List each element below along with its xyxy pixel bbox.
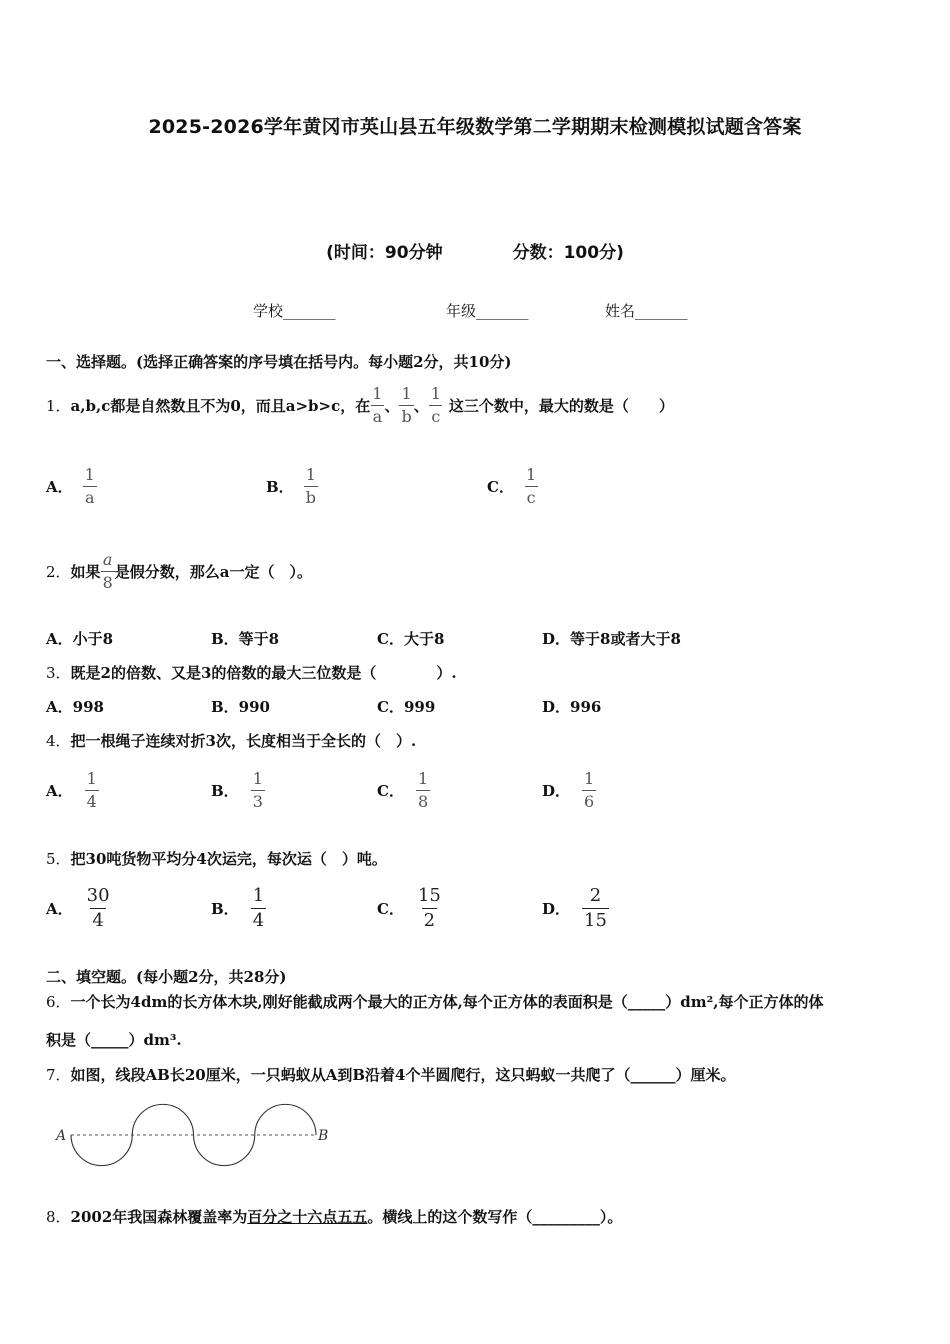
question-8 xyxy=(46,1206,622,1227)
option-d[interactable]: D．等于8或者大于8 xyxy=(542,630,681,648)
question-text: 把30吨货物平均分4次运完，每次运（ ）吨。 xyxy=(70,850,387,868)
option-label: A． xyxy=(46,781,73,800)
option-label: C． xyxy=(487,477,514,496)
fraction: $\frac{2}{15}$ xyxy=(584,884,607,931)
option-b[interactable] xyxy=(211,880,266,936)
option-a[interactable] xyxy=(46,762,99,818)
separator: 、 xyxy=(384,396,400,415)
question-5 xyxy=(46,848,387,869)
fraction: $\frac{1}{6}$ xyxy=(584,768,595,811)
option-d[interactable] xyxy=(542,762,596,818)
option-label: C． xyxy=(377,781,404,800)
section-heading: 一、选择题。(选择正确答案的序号填在括号内。每小题2分，共10分) xyxy=(46,353,512,371)
name-field: 姓名_______ xyxy=(605,302,688,320)
option-label: A． xyxy=(46,477,73,496)
option-label: B． xyxy=(211,781,239,800)
fraction: $\frac{1}{a}$ xyxy=(372,383,383,426)
option-d[interactable]: D．996 xyxy=(542,698,602,716)
option-b[interactable]: B．990 xyxy=(211,698,270,716)
option-label: B． xyxy=(266,477,294,496)
fraction: $\frac{1}{b}$ xyxy=(401,383,412,426)
fraction: $\frac{1}{c}$ xyxy=(525,464,537,507)
fraction: $\frac{1}{8}$ xyxy=(417,768,429,811)
question-6-cont: 积是（_____）dm³. xyxy=(46,1031,182,1049)
question-number: 4． xyxy=(46,732,71,750)
question-text: 。横线上的这个数写作（_________）。 xyxy=(367,1208,623,1226)
option-a[interactable]: A．998 xyxy=(46,698,104,716)
question-text: a,b,c都是自然数且不为0，而且a>b>c，在 xyxy=(70,396,371,415)
fraction: $\frac{1}{4}$ xyxy=(86,768,97,811)
question-text: 是假分数，那么a一定（ ）。 xyxy=(114,562,312,581)
option-a[interactable]: A．小于8 xyxy=(46,630,114,648)
semicircle-2 xyxy=(132,1104,193,1135)
question-2 xyxy=(46,542,312,600)
question-text: 2002年我国森林覆盖率为 xyxy=(70,1208,248,1226)
option-c[interactable]: C．999 xyxy=(377,698,436,716)
option-label: B． xyxy=(211,899,239,918)
fraction: $\frac{15}{2}$ xyxy=(417,884,441,931)
option-b[interactable] xyxy=(211,762,265,818)
fraction: $\frac{1}{c}$ xyxy=(430,383,441,426)
question-text: 这三个数中，最大的数是（ ） xyxy=(448,396,674,415)
grade-field: 年级_______ xyxy=(446,302,529,320)
question-text: 把一根绳子连续对折3次，长度相当于全长的（ ）. xyxy=(70,732,417,750)
question-text: 既是2的倍数、又是3的倍数的最大三位数是（ ）. xyxy=(70,664,457,682)
underlined-phrase: 百分之十六点五五 xyxy=(247,1208,368,1226)
question-number: 3． xyxy=(46,664,71,682)
semicircle-3 xyxy=(194,1135,255,1166)
option-b[interactable]: B．等于8 xyxy=(211,630,280,648)
question-number: 7． xyxy=(46,1066,71,1084)
semicircle-1 xyxy=(71,1135,132,1166)
question-number: 5． xyxy=(46,850,71,868)
document-title: 2025-2026学年黄冈市英山县五年级数学第二学期期末检测模拟试题含答案 xyxy=(148,116,802,138)
question-text: 一个长为4dm的长方体木块,刚好能截成两个最大的正方体,每个正方体的表面积是（_____）dm²,每个正方体的体 xyxy=(70,993,824,1011)
question-text: 如果 xyxy=(70,562,101,581)
option-label: C． xyxy=(377,899,404,918)
school-field: 学校_______ xyxy=(253,302,336,320)
question-number: 8． xyxy=(46,1208,71,1226)
question-4 xyxy=(46,730,416,751)
exam-time-score xyxy=(0,238,950,263)
question-3 xyxy=(46,662,457,683)
option-c[interactable] xyxy=(377,880,443,936)
point-b-label: B xyxy=(318,1128,329,1144)
option-a[interactable] xyxy=(46,880,112,936)
option-c[interactable]: C．大于8 xyxy=(377,630,445,648)
question-number: 1． xyxy=(46,396,71,415)
question-number: 2． xyxy=(46,562,71,581)
option-a[interactable] xyxy=(46,458,97,514)
option-b[interactable] xyxy=(266,458,318,514)
question-7 xyxy=(46,1064,736,1085)
option-d[interactable] xyxy=(542,880,609,936)
separator: 、 xyxy=(413,396,429,415)
question-text: 如图，线段AB长20厘米，一只蚂蚁从A到B沿着4个半圆爬行，这只蚂蚁一共爬了（______）厘米。 xyxy=(70,1066,736,1084)
question-1 xyxy=(46,376,674,434)
option-label: D． xyxy=(542,781,571,800)
question-6 xyxy=(46,991,823,1012)
section-heading: 二、填空题。(每小题2分，共28分) xyxy=(46,968,287,986)
option-c[interactable] xyxy=(487,458,538,514)
fraction: $\frac{1}{3}$ xyxy=(252,768,263,811)
option-label: D． xyxy=(542,899,571,918)
option-label: A． xyxy=(46,899,73,918)
semicircle-4 xyxy=(255,1104,316,1135)
fraction: $\frac{1}{b}$ xyxy=(305,464,316,507)
fraction: $\frac{1}{4}$ xyxy=(252,884,265,931)
exam-time: (时间：90分钟 xyxy=(326,243,443,263)
question-number: 6． xyxy=(46,993,71,1011)
fraction: $\frac{a}{8}$ xyxy=(102,549,113,592)
semicircle-diagram xyxy=(50,1098,340,1170)
option-c[interactable] xyxy=(377,762,430,818)
exam-score: 分数：100分) xyxy=(512,243,624,263)
point-a-label: A xyxy=(56,1128,67,1144)
fraction: $\frac{30}{4}$ xyxy=(86,884,110,931)
fraction: $\frac{1}{a}$ xyxy=(84,464,95,507)
